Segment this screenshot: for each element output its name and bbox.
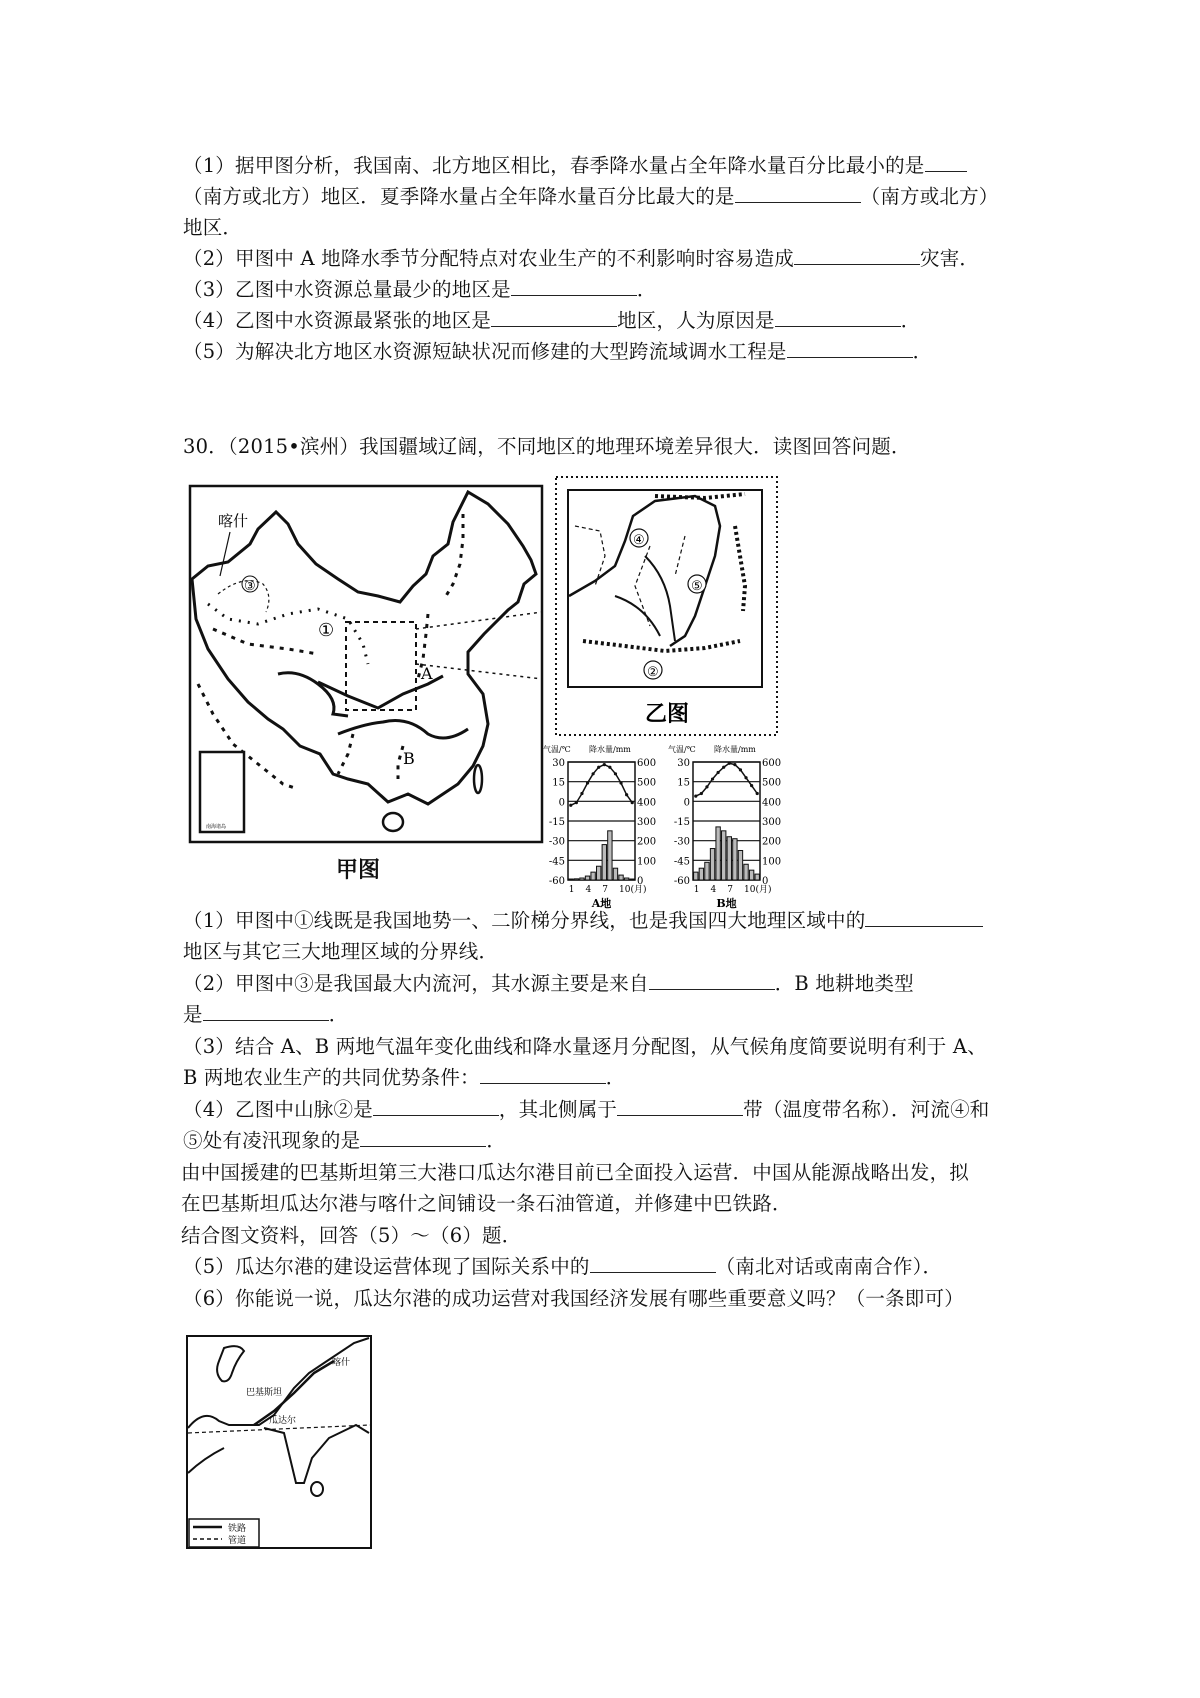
label-mark-3: ③ <box>244 579 256 594</box>
label-gwadar: 瓜达尔 <box>269 1416 297 1426</box>
x-tick-label: 1 <box>568 885 575 895</box>
q29-line-3 <box>183 213 242 243</box>
label-mark-5: ⑤ <box>691 579 703 594</box>
right-tick-label: 500 <box>762 777 782 789</box>
answer-blank[interactable] <box>649 969 775 990</box>
left-tick-label: -45 <box>548 856 565 868</box>
precipitation-bar <box>699 868 703 880</box>
q30-line-12 <box>183 1252 942 1282</box>
precipitation-bar <box>619 875 623 880</box>
q30-text: （3）结合 A、B 两地气温年变化曲线和降水量逐月分配图，从气候角度简要说明有利于 A、 <box>183 1035 987 1058</box>
q30-line-1 <box>183 906 983 936</box>
precipitation-bar <box>733 839 737 880</box>
q30-line-4 <box>183 1000 348 1030</box>
q30-text: （南北对话或南南合作）． <box>715 1255 943 1278</box>
x-tick-label: 7 <box>602 885 609 895</box>
q29-line-4 <box>183 244 979 274</box>
right-tick-label: 600 <box>762 758 782 769</box>
q30-line-7 <box>183 1095 989 1125</box>
q30-line-11 <box>181 1221 521 1251</box>
q30-line-9 <box>181 1158 969 1188</box>
answer-blank[interactable] <box>925 151 967 172</box>
precipitation-bar <box>749 870 753 880</box>
x-tick-label: 1 <box>693 885 700 895</box>
climate-chart-b <box>660 740 785 910</box>
answer-blank[interactable] <box>480 1063 606 1084</box>
q29-text: （3）乙图中水资源总量最少的地区是 <box>183 278 511 301</box>
answer-blank[interactable] <box>787 337 913 358</box>
left-tick-label: 15 <box>552 777 565 789</box>
precipitation-bar <box>580 878 584 880</box>
axis-label-temperature: 气温/℃ <box>543 745 571 754</box>
q30-text: 是 <box>183 1003 203 1026</box>
q30-text: ．B 地耕地类型 <box>774 972 914 995</box>
left-tick-label: -15 <box>548 817 565 828</box>
q30-text: 由中国援建的巴基斯坦第三大港口瓜达尔港目前已全面投入运营．中国从能源战略出发，拟 <box>181 1161 970 1184</box>
temperature-point <box>569 804 572 807</box>
left-tick-label: -45 <box>673 856 690 868</box>
temperature-point <box>592 772 595 775</box>
temperature-point <box>580 792 583 795</box>
q29-text: ． <box>636 278 657 301</box>
temperature-point <box>597 766 600 769</box>
q30-title: 30．（2015•滨州）我国疆域辽阔，不同地区的地理环境差异很大．读图回答问题． <box>183 435 911 458</box>
q29-text: 地区，人为原因是 <box>617 309 775 332</box>
precipitation-bar <box>694 872 698 880</box>
left-tick-label: -30 <box>548 836 565 848</box>
label-A: A <box>421 664 433 683</box>
q30-text: （1）甲图中①线既是我国地势一、二阶梯分界线，也是我国四大地理区域中的 <box>183 909 866 932</box>
left-tick-label: 0 <box>558 797 565 809</box>
q30-text: ⑤处有凌汛现象的是 <box>183 1129 361 1152</box>
right-tick-label: 0 <box>762 876 769 887</box>
left-tick-label: 15 <box>677 777 690 789</box>
answer-blank[interactable] <box>617 1095 743 1116</box>
precipitation-bar <box>755 874 759 880</box>
answer-blank[interactable] <box>491 306 617 327</box>
precipitation-bar <box>585 876 589 880</box>
q30-text: B 两地农业生产的共同优势条件： <box>183 1066 480 1089</box>
south-china-sea-inset <box>200 752 244 832</box>
temperature-point <box>728 762 731 765</box>
temperature-point <box>619 781 622 784</box>
q29-text: （5）为解决北方地区水资源短缺状况而修建的大型跨流域调水工程是 <box>183 340 787 363</box>
precipitation-bar <box>738 851 742 881</box>
precipitation-bar <box>710 849 714 880</box>
temperature-point <box>756 792 759 795</box>
q30-text: （2）甲图中③是我国最大内流河，其水源主要是来自 <box>183 972 649 995</box>
precipitation-bar <box>602 845 606 880</box>
axis-label-precipitation: 降水量/mm <box>714 745 756 754</box>
q29-line-1 <box>183 151 967 181</box>
label-kashgar-small: 喀什 <box>332 1358 351 1368</box>
q30-line-3 <box>183 969 914 999</box>
right-tick-label: 0 <box>637 876 644 887</box>
q30-text: 地区与其它三大地理区域的分界线． <box>183 940 499 963</box>
q30-line-10 <box>181 1189 792 1219</box>
q29-text: 灾害． <box>920 247 980 270</box>
precipitation-bar <box>705 862 709 880</box>
right-tick-label: 400 <box>637 797 657 809</box>
answer-blank[interactable] <box>775 306 901 327</box>
q30-text: 带（温度带名称）．河流④和 <box>743 1098 990 1121</box>
q30-line-13 <box>183 1284 964 1314</box>
right-tick-label: 300 <box>637 817 657 828</box>
legend-rail-label: 铁路 <box>228 1524 247 1534</box>
label-mark-1: ① <box>318 620 335 641</box>
precipitation-bar <box>613 868 617 880</box>
precipitation-bar <box>608 831 612 880</box>
left-tick-label: -60 <box>673 876 690 887</box>
precipitation-bar <box>624 878 628 880</box>
q29-line-7 <box>183 337 932 367</box>
label-mark-2: ② <box>647 665 659 680</box>
precipitation-bar <box>744 864 748 880</box>
answer-blank[interactable] <box>360 1126 486 1147</box>
q30-line-8 <box>183 1126 506 1156</box>
q30-text: 结合图文资料，回答（5）～（6）题． <box>181 1224 522 1247</box>
x-tick-label: 4 <box>585 885 592 895</box>
answer-blank[interactable] <box>794 244 920 265</box>
q30-line-6 <box>183 1063 625 1093</box>
q30-text: ． <box>605 1066 626 1089</box>
temperature-point <box>603 763 606 766</box>
q29-text: 地区． <box>183 216 243 239</box>
q30-line-2 <box>183 937 498 967</box>
axis-label-temperature: 气温/℃ <box>668 745 696 754</box>
temperature-point <box>614 772 617 775</box>
q29-line-5 <box>183 275 657 305</box>
right-tick-label: 300 <box>762 817 782 828</box>
chart-title: A地 <box>591 897 612 910</box>
q29-text: ． <box>900 309 921 332</box>
pakistan-map-figure <box>184 1333 376 1555</box>
q30-text: （5）瓜达尔港的建设运营体现了国际关系中的 <box>183 1255 590 1278</box>
right-tick-label: 600 <box>637 758 657 769</box>
temperature-point <box>700 792 703 795</box>
answer-blank[interactable] <box>511 275 637 296</box>
right-tick-label: 400 <box>762 797 782 809</box>
precipitation-bar <box>597 866 601 880</box>
q29-text: （南方或北方） <box>860 185 999 208</box>
precipitation-bar <box>727 837 731 880</box>
q30-text: ，其北侧属于 <box>498 1098 618 1121</box>
answer-blank[interactable] <box>373 1095 499 1116</box>
jia-map-figure <box>188 484 548 846</box>
temperature-point <box>694 794 697 797</box>
answer-blank[interactable] <box>203 1000 329 1021</box>
q30-text: （4）乙图中山脉②是 <box>183 1098 373 1121</box>
right-tick-label: 200 <box>762 836 782 848</box>
chart-title: B地 <box>716 897 737 910</box>
left-tick-label: 30 <box>677 758 690 769</box>
temperature-point <box>631 801 634 804</box>
q30-line-5 <box>183 1032 987 1062</box>
temperature-point <box>608 766 611 769</box>
left-tick-label: -15 <box>673 817 690 828</box>
x-tick-label: 4 <box>710 885 717 895</box>
q29-line-2 <box>183 182 999 212</box>
right-tick-label: 100 <box>637 856 657 868</box>
x-tick-label: 7 <box>727 885 734 895</box>
q29-text: （1）据甲图分析，我国南、北方地区相比，春季降水量占全年降水量百分比最小的是 <box>183 154 925 177</box>
left-tick-label: 0 <box>683 797 690 809</box>
precipitation-bar <box>716 827 720 880</box>
label-B: B <box>403 749 415 768</box>
q29-line-6 <box>183 306 920 336</box>
label-mark-4: ④ <box>633 533 645 548</box>
jia-caption: 甲图 <box>336 857 381 883</box>
q29-text: （4）乙图中水资源最紧张的地区是 <box>183 309 492 332</box>
q30-text: （6）你能说一说，瓜达尔港的成功运营对我国经济发展有哪些重要意义吗？（一条即可） <box>183 1287 964 1310</box>
precipitation-bar <box>569 879 573 880</box>
q29-text: ． <box>912 340 933 363</box>
temperature-point <box>586 781 589 784</box>
answer-blank[interactable] <box>590 1252 716 1273</box>
yi-map-figure <box>555 476 780 740</box>
temperature-point <box>711 777 714 780</box>
legend-pipe-label: 管道 <box>228 1536 247 1546</box>
x-tick-label: 10(月) <box>744 885 772 895</box>
q30-text: 在巴基斯坦瓜达尔港与喀什之间铺设一条石油管道，并修建中巴铁路． <box>181 1192 792 1215</box>
left-tick-label: 30 <box>552 758 565 769</box>
inset-label: 南海诸岛 <box>206 824 227 830</box>
legend-box <box>189 1519 259 1547</box>
temperature-point <box>739 768 742 771</box>
precipitation-bar <box>574 879 578 880</box>
temperature-point <box>733 763 736 766</box>
temperature-point <box>717 771 720 774</box>
right-tick-label: 100 <box>762 856 782 868</box>
q30-text: ． <box>328 1003 349 1026</box>
temperature-point <box>750 784 753 787</box>
left-tick-label: -60 <box>548 876 565 887</box>
q29-text: （南方或北方）地区．夏季降水量占全年降水量百分比最大的是 <box>183 185 735 208</box>
label-pakistan: 巴基斯坦 <box>246 1388 283 1398</box>
temperature-point <box>722 766 725 769</box>
temperature-point <box>705 785 708 788</box>
precipitation-bar <box>722 831 726 880</box>
q29-text: （2）甲图中 A 地降水季节分配特点对农业生产的不利影响时容易造成 <box>183 247 794 270</box>
yi-caption: 乙图 <box>645 701 690 727</box>
temperature-point <box>625 793 628 796</box>
temperature-point <box>575 801 578 804</box>
right-tick-label: 200 <box>637 836 657 848</box>
precipitation-bar <box>591 872 595 880</box>
left-tick-label: -30 <box>673 836 690 848</box>
precipitation-bar <box>630 879 634 880</box>
axis-label-precipitation: 降水量/mm <box>589 745 631 754</box>
temperature-point <box>744 776 747 779</box>
x-tick-label: 10(月) <box>619 885 647 895</box>
answer-blank[interactable] <box>735 182 861 203</box>
q30-text: ． <box>486 1129 507 1152</box>
label-kashgar: 喀什 <box>218 512 249 530</box>
right-tick-label: 500 <box>637 777 657 789</box>
answer-blank[interactable] <box>865 906 983 927</box>
climate-chart-a <box>535 740 660 910</box>
